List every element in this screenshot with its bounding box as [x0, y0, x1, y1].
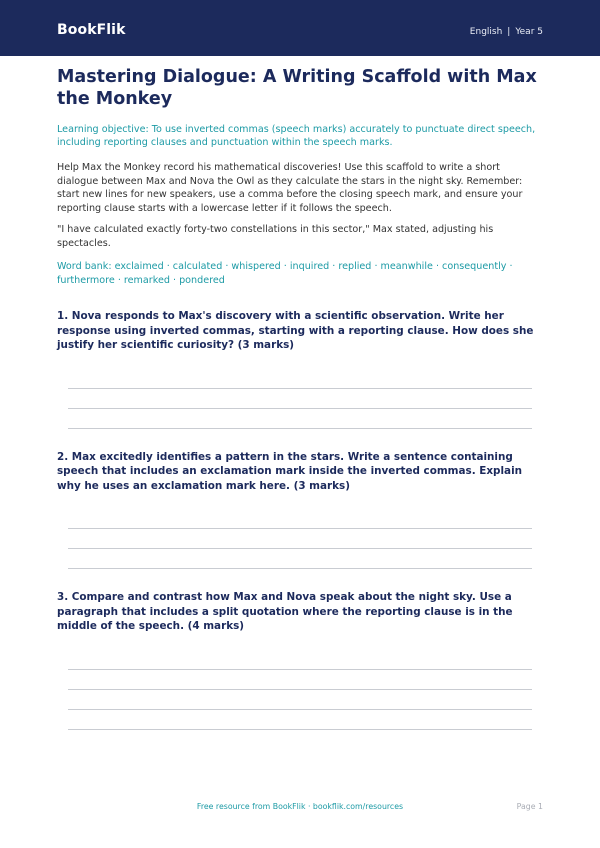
page-title: Mastering Dialogue: A Writing Scaffold with Max the Monkey [57, 67, 537, 109]
answer-line[interactable] [68, 549, 532, 569]
question-2 [57, 450, 543, 570]
answer-line[interactable] [68, 409, 532, 429]
example-quote: "I have calculated exactly forty-two constellations in this sector," Max stated, adjusting his spectacles. [57, 224, 494, 249]
question-text: 3. Compare and contrast how Max and Nova speak about the night sky. Use a paragraph that includes a split quotation where the reporting clause is in the middle of the speech. (4 marks) [57, 591, 513, 632]
answer-area[interactable] [68, 650, 532, 730]
header-bar [0, 0, 600, 56]
question-3 [57, 590, 543, 730]
header-meta [470, 27, 543, 37]
answer-line[interactable] [68, 670, 532, 690]
subject-label: English [469, 27, 503, 37]
answer-area[interactable] [68, 509, 532, 569]
footer-link[interactable]: Free resource from BookFlik · bookflik.com/resources [196, 802, 404, 811]
brand-logo[interactable]: BookFlik [57, 22, 126, 38]
answer-area[interactable] [68, 369, 532, 429]
answer-line[interactable] [68, 529, 532, 549]
worksheet-content [57, 66, 543, 730]
answer-line[interactable] [68, 710, 532, 730]
question-1 [57, 309, 543, 429]
answer-line[interactable] [68, 509, 532, 529]
question-text: 2. Max excitedly identifies a pattern in the stars. Write a sentence containing speech that includes an exclamation mark inside the inverted commas. Explain why he uses an exclamation mark here. (3 marks) [57, 450, 523, 492]
page-number: Page 1 [516, 802, 543, 811]
answer-line[interactable] [68, 369, 532, 389]
meta-separator: | [507, 27, 511, 37]
answer-line[interactable] [68, 389, 532, 409]
word-bank: Word bank: exclaimed · calculated · whispered · inquired · replied · meanwhile · consequently · furthermore · remarked · pondered [57, 261, 513, 286]
answer-line[interactable] [68, 650, 532, 670]
learning-objective: Learning objective: To use inverted commas (speech marks) accurately to punctuate direct speech, including reporting clauses and punctuation within the speech marks. [57, 124, 536, 148]
year-label: Year 5 [515, 27, 543, 37]
intro-paragraph: Help Max the Monkey record his mathematical discoveries! Use this scaffold to write a short dialogue between Max and Nova the Owl as they calculate the stars in the night sky. Remember: start new lines for new speakers, use a comma before the closing speech mark, and ensure your reporting clause starts with a lowercase letter if it follows the speech. [57, 162, 523, 214]
answer-line[interactable] [68, 690, 532, 710]
question-text: 1. Nova responds to Max's discovery with a scientific observation. Write her response using inverted commas, starting with a reporting clause. How does she justify her scientific curiosity? (3 marks) [57, 310, 534, 351]
